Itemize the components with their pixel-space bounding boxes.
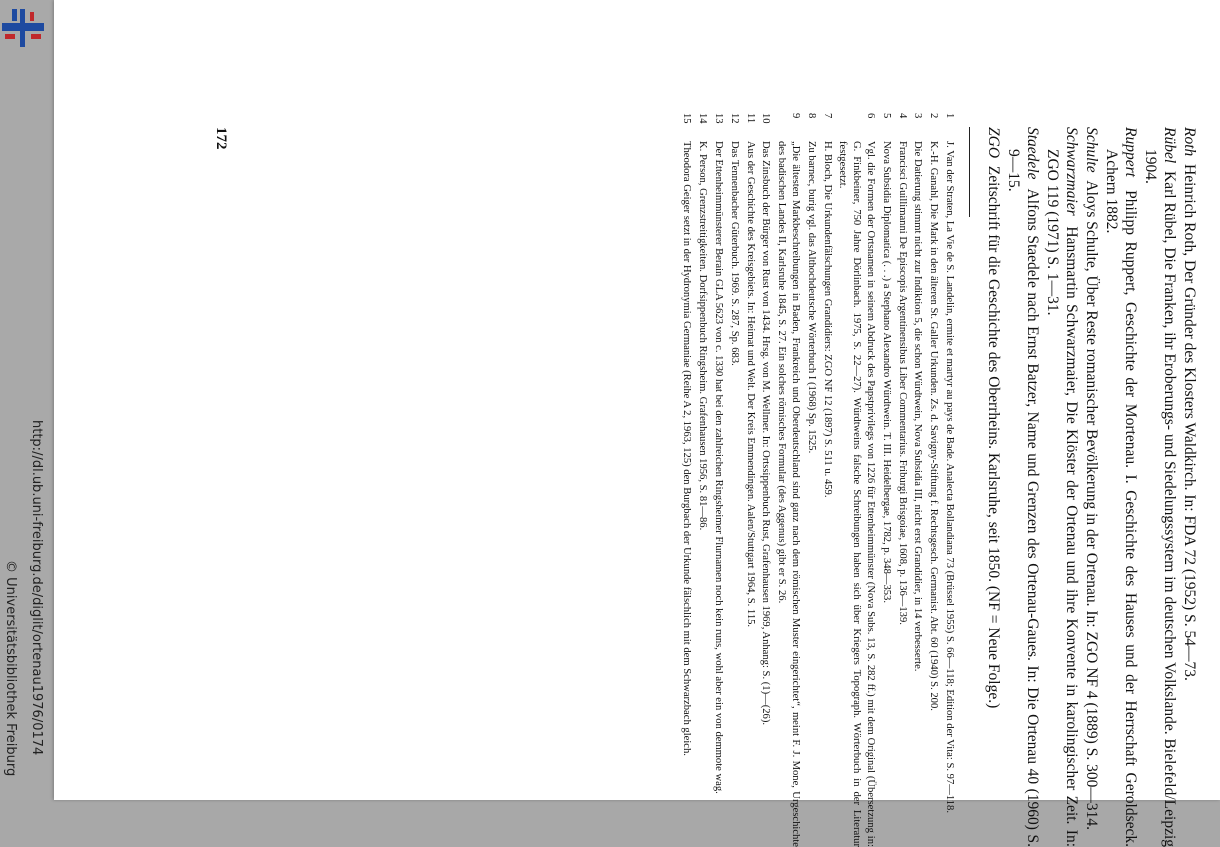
bibliography-entry: Roth Heinrich Roth, Der Gründer des Klosters Waldkirch. In: FDA 72 (1952) S. 54—73.: [1181, 127, 1198, 681]
bibliography-entry: Rübel Karl Rübel, Die Franken, ihr Eroberungs- und Siedelungssystem im deutschen Volkslande. Bielefeld/Leipzig 1904.: [1142, 127, 1178, 847]
footnote: 5Nova Subsidia Diplomatica (. . .) a Stephano Alexandro Würdtwein. T. III. Heidelbergae, 1782, p. 348—353.: [880, 113, 892, 604]
footnote-divider: [969, 127, 970, 217]
document-page: [54, 0, 1220, 847]
footnote: 7H. Bloch, Die Urkundenfälschungen Grandidiers: ZGO NF 12 (1897) S. 511 u. 459.: [821, 113, 833, 498]
bibliography-entry: ZGO Zeitschrift für die Geschichte des Oberrheins. Karlsruhe, seit 1850. (NF = Neue Folge.): [985, 127, 1002, 709]
bibliography-list: [984, 127, 1199, 847]
page-number: 172: [213, 127, 229, 150]
bibliography-entry: Ruppert Philipp Ruppert, Geschichte der Mortenau. I. Geschichte des Hauses und der Herrschaft Geroldseck. Achern 1882.: [1103, 127, 1139, 847]
page-content: [209, 113, 1199, 847]
footnote: 15Theodora Geiger setzt in der Hydronymia Germaniae (Reihe A 2, 1963, 125) den Burgbach der Urkunde fälschlich mit dem Schwarzbach gleich.: [681, 113, 693, 756]
footnote: 11Aus der Geschichte des Kreisgebiets. In: Heimat und Welt. Der Kreis Emmendingen. Aalen/Stuttgart 1964, S. 115.: [744, 113, 756, 628]
footnote: 8Zu barnec, burig vgl. das Althochdeutsche Wörterbuch I (1968) Sp. 1525.: [805, 113, 817, 454]
bibliography-entry: Staedele Alfons Staedele nach Ernst Batzer, Name und Grenzen des Ortenau-Gaues. In: Die Ortenau 40 (1960) S. 9—15.: [1005, 127, 1041, 847]
footnote: 2K.-H. Ganahl, Die Mark in den älteren St. Galler Urkunden. Zs. d. Savigny-Stiftung f. Rechtsgesch. Germanist. Abt. 60 (1940) S. 200.: [928, 113, 940, 711]
footnote: 3Die Datierung stimmt nicht zur Indiktion 5, die schon Würdtwein, Nova Subsidia III, nicht erst Grandidier, in 14 verbesserte.: [912, 113, 924, 672]
sidebar: [0, 0, 54, 800]
copyright-notice: © Universitätsbibliothek Freiburg: [3, 560, 18, 777]
footnote: 9„Die ältesten Markbeschreibungen in Baden, Frankreich und Oberdeutschland sind ganz nach dem römischen Muster eingerichtet“, meint F. J. Mone, Urgeschichte des badischen Landes II, Karlsruhe 1845, S. 27. Ein solches römisches Formular (des Aggenus) gibt er S. 26.: [776, 113, 802, 847]
footnote: 4Francisci Guillimanni De Episcopis Argentinensibus Liber Commentarius. Friburgi Brisgoiae, 1608, p. 136—139.: [896, 113, 908, 625]
footnote: 14K. Person, Grenzstreitigkeiten. Dorfsippenbuch Ringsheim. Grafenhausen 1956, S. 81—86.: [697, 113, 709, 531]
footnote: 13Der Ettenheimmünsterer Berain GLA 5623 von c. 1330 hat bei den zahlreichen Ringsheimer Flurnamen noch kein runs, wohl aber ein von demmote wag.: [713, 113, 725, 794]
footnote: 10Das Zinsbuch der Bürger von Rust von 1434. Hrsg. von M. Wellmer. In: Ortssippenbuch Rust, Grafenhausen 1969, Anhang: S. (1)—(26).: [760, 113, 772, 725]
footnote: 12Das Tennenbacher Güterbuch. 1969. S. 287, Sp. 683.: [728, 113, 740, 366]
bibliography-entry: Schulte Aloys Schulte, Über Reste romanischer Bevölkerung in der Ortenau. In: ZGO NF 4 (1889) S. 300—314.: [1083, 127, 1100, 830]
bibliography-entry: Schwarzmaier Hansmartin Schwarzmaier, Die Klöster der Ortenau und ihre Konvente in karolingischer Zeit. In: ZGO 119 (1971) S. 1—31.: [1044, 127, 1080, 847]
footnote: 6Vgl. die Formen der Ortsnamen in seinem Abdruck des Papstprivilegs von 1226 für Ettenheimmünster (Nova Subs. 13, S. 282 ff.) mit dem Original (Übersetzung in: G. Finkbeiner, 750 Jahre Dörlinbach. 1975, S. 22—27). Würdtweins falsche Schreibungen haben sich über Kriegers Topograph. Wörterbuch in der Literatur festgesetzt.: [837, 113, 877, 847]
footnotes-list: [680, 113, 956, 847]
source-url[interactable]: http://dl.ub.uni-freiburg.de/diglit/ortenau1976/0174: [29, 420, 44, 756]
footnote: 1J. Van der Straten, La Vie de S. Landelin, ermite et martyr au pays de Bade. Analecta Bollandiana 73 (Brüssel 1955) S. 66—118; Edition der Vita: S. 97—118.: [944, 113, 955, 813]
